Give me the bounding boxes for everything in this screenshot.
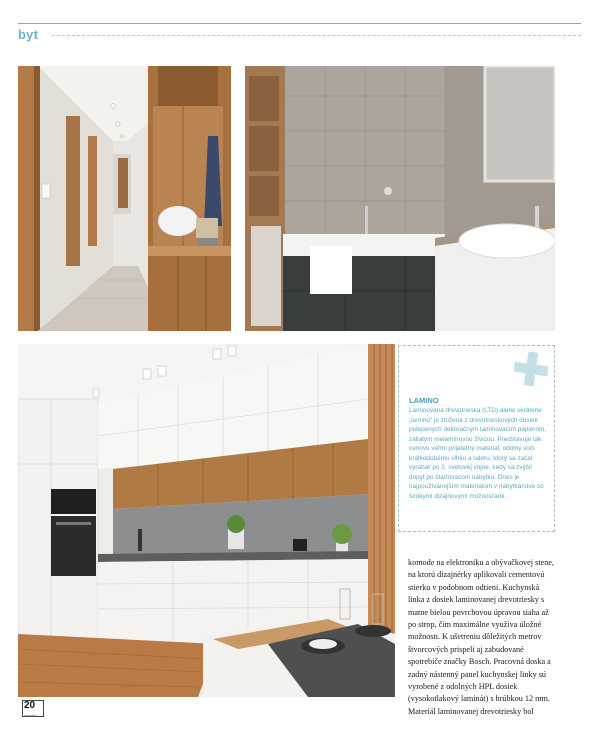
magazine-name: interiér <box>24 713 37 718</box>
article-body-text: komode na elektroniku a obývačkovej stene, na ktorú dizajnérky aplikovali cementovú stierku v podobnom odtieni. Kuchynská linka z dosiek laminovanej drevotriesky s matne bielou povrchovou úpravou siaha až po strop, čím maximálne využíva úložné možnosti. K ušetreniu dôležitých metrov štvorcových prispeli aj zabudované spotrebiče značky Bosch. Pracovná doska a zadný nástenný panel kuchynskej linky sú vyrobené z odolných HPL dosiek (vysokotlakový laminát) s hrúbkou 12 mm. Materiál laminovanej drevotriesky bol <box>408 558 554 716</box>
kitchen-photo <box>18 344 395 697</box>
sidebar-text: Laminovaná drevotrieska (LTD) alebo skrátene „lamino" je zložená z drevotrieskových dosiek polepených dekoračným laminovacím papierom, zaliatym melamínovou živicou. Predstavuje tak cenovo veľmi prijateľný materiál, odolný voči krátkodobému vlhku a oderu, ktorý sa začal vyrábať po 2. svetovej vojne, kedy sa zvýšil dopyt po štartovacom nábytku. Dnes je najpoužívanejším materiálom v nábytkárstve so širokými dizajnovými možnosťami. <box>409 407 547 500</box>
header-rule <box>18 23 581 24</box>
sidebar-title: LAMINO <box>409 396 439 405</box>
page-number: 20 <box>24 700 36 711</box>
bathroom-photo <box>245 66 555 331</box>
plus-icon <box>514 352 548 386</box>
header-dashed-line <box>52 35 581 36</box>
section-label: byt <box>18 27 39 42</box>
hallway-photo <box>18 66 231 331</box>
